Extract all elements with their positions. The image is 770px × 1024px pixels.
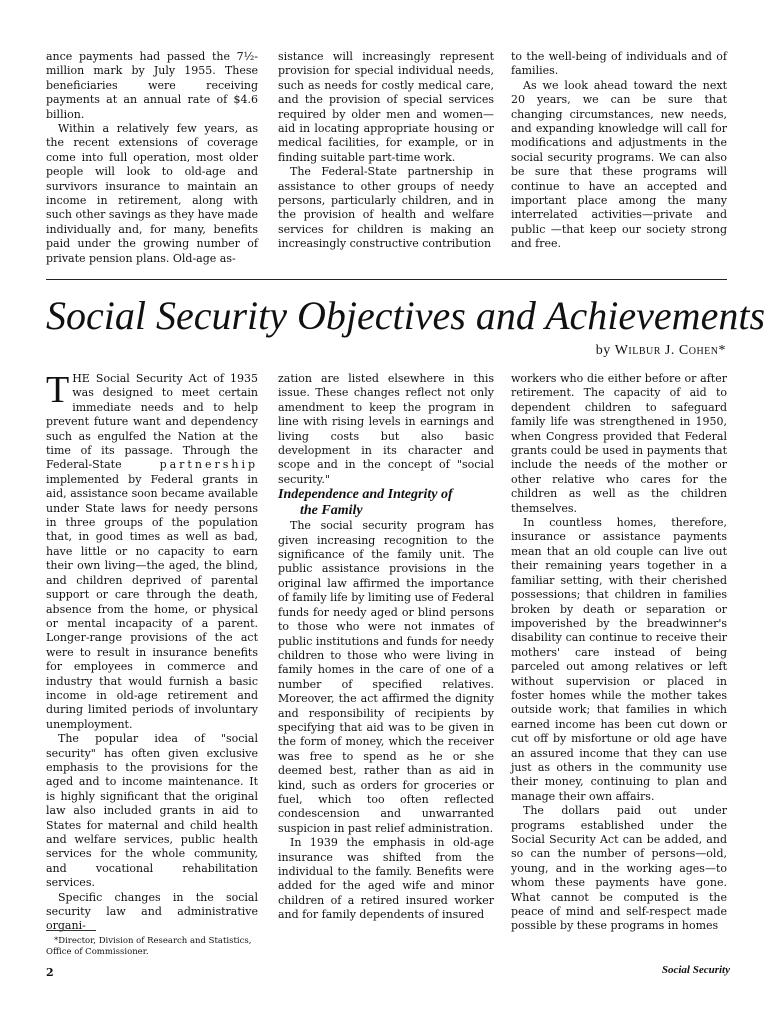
section-heading (278, 487, 494, 519)
author-name: Wilbur J. Cohen* (614, 343, 726, 358)
paragraph: Within a relatively few years, as the recent extensions of coverage come into full operation, most older people will look to old-age and survivors insurance to maintain an income in retirement, along with such other savings as they have made individually and, for many, benefits paid under the growing number of private pension plans. Old-age as- (46, 122, 258, 265)
article-column-3 (511, 372, 727, 958)
section-heading-line: Independence and Integrity of (278, 487, 453, 503)
spaced-word: partnership (159, 458, 258, 472)
paragraph: sistance will increasingly represent provision for special individual needs, such as needs for costly medical care, and the provision of special services required by older men and women—aid in locating appropriate housing or medical facilities, for example, or in finding suitable part-time work. (278, 50, 494, 164)
drop-cap: T (46, 369, 70, 411)
running-head: Social Security (661, 964, 730, 976)
footnote-rule (46, 930, 96, 931)
page-number: 2 (46, 966, 54, 979)
paragraph: Specific changes in the social security law and administrative organi- (46, 890, 258, 933)
footnote: *Director, Division of Research and Statistics, Office of Commissioner. (46, 936, 252, 957)
top-column-1 (46, 50, 258, 272)
paragraph: workers who die either before or after retirement. The capacity of aid to dependent children to safeguard family life was strengthened in 1950, when Congress provided that Federal grants could be used in payments that include the needs of the mother or other relative who cares for the children as well as the children themselves. (511, 372, 727, 515)
paragraph (46, 369, 258, 732)
top-column-3 (511, 50, 727, 272)
paragraph: to the well-being of individuals and of families. (511, 50, 727, 78)
paragraph: In 1939 the emphasis in old-age insurance was shifted from the individual to the family. Benefits were added for the aged wife and minor children of a retired insured worker and for family dependents of insured (278, 836, 494, 922)
paragraph-text: implemented by Federal grants in aid, assistance soon became available under State laws for needy persons in three groups of the population that, in good times as well as bad, have little or no capacity to earn their own living—the aged, the blind, and children deprived of parental support or care through the death, absence from the home, or physical or mental incapacity of a parent. Longer-range provisions of the act were to result in insurance benefits for employees in commerce and industry that would furnish a basic income in old-age retirement and during limited periods of involuntary unemployment. (46, 472, 258, 731)
paragraph: The dollars paid out under programs established under the Social Security Act can be added, and so can the number of persons—old, young, and in the working ages—to whom these payments have gone. What cannot be computed is the peace of mind and self-respect made possible by these programs in homes (511, 804, 727, 933)
article-title: Social Security Objectives and Achievements (46, 293, 766, 338)
paragraph: ance payments had passed the 7½-million mark by July 1955. These beneficiaries were receiving payments at an annual rate of $4.6 billion. (46, 50, 258, 121)
byline (596, 343, 726, 359)
paragraph: The Federal-State partnership in assistance to other groups of needy persons, particularly children, and in the provision of health and welfare services for children is making an increasingly constructive contribution (278, 165, 494, 251)
paragraph: As we look ahead toward the next 20 years, we can be sure that changing circumstances, new needs, and expanding knowledge will call for modifications and adjustments in the social security programs. We can also be sure that these programs will continue to have an accepted and important place among the many interrelated activities—private and public —that keep our society strong and free. (511, 78, 727, 251)
article-column-1 (46, 369, 258, 933)
paragraph: In countless homes, therefore, insurance or assistance payments mean that an old couple can live out their remaining years together in a familiar setting, with their cherished possessions; that children in families broken by death or separation or impoverished by the breadwinner's disability can continue to receive their mothers' care instead of being parceled out among relatives or left without supervision or placed in foster homes while the mother takes outside work; that families in which earned income has been cut down or cut off by misfortune or old age have an assured income that they can use just as others in the community use their money, continuing to plan and manage their own affairs. (511, 516, 727, 803)
byline-prefix: by (595, 343, 611, 358)
article-column-2 (278, 372, 494, 958)
paragraph-text: HE Social Security Act of 1935 was designed to meet certain immediate needs and to help prevent future want and dependency such as engulfed the Nation at the time of its passage. Through the Federal-State (46, 372, 258, 472)
section-divider (46, 279, 727, 280)
paragraph: The social security program has given increasing recognition to the significance of the family unit. The public assistance provisions in the original law affirmed the importance of family life by limiting use of Federal funds for needy aged or blind persons to those who were not inmates of public institutions and funds for needy children to those who were living in family homes in the care of one of a number of specified relatives. Moreover, the act affirmed the dignity and responsibility of recipients by specifying that aid was to be given in the form of money, which the receiver was free to spend as he or she deemed best, rather than as aid in kind, such as orders for groceries or fuel, which too often reflected condescension and unwarranted suspicion in past relief administration. (278, 519, 494, 835)
top-column-2 (278, 50, 494, 272)
paragraph: The popular idea of "social security" has often given exclusive emphasis to the provisions for the aged and to income maintenance. It is highly significant that the original law also included grants in aid to States for maternal and child health and welfare services, public health services for the whole community, and vocational rehabilitation services. (46, 732, 258, 890)
paragraph: zation are listed elsewhere in this issue. These changes reflect not only amendment to keep the program in line with rising levels in earnings and living costs but also basic development in its character and scope and in the concept of "social security." (278, 372, 494, 486)
section-heading-line: the Family (300, 503, 363, 519)
